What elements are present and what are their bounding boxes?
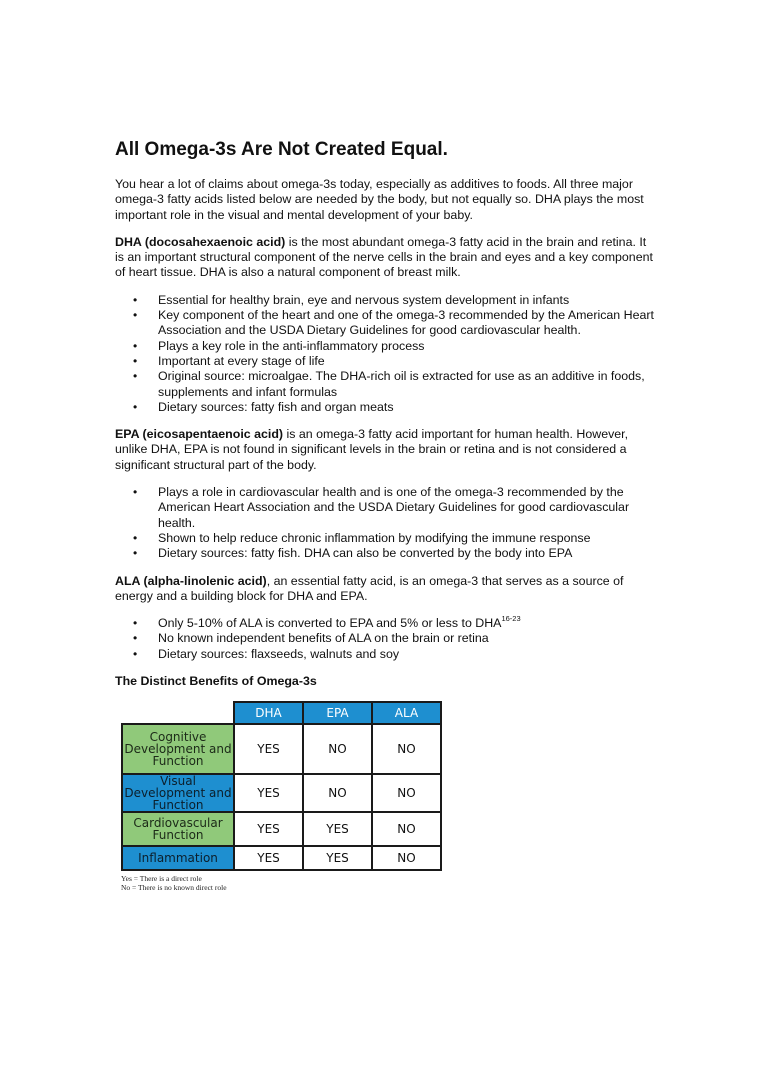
dha-paragraph (115, 235, 655, 281)
dha-description: is the most abundant omega-3 fatty acid in the brain and retina. It is an important structural component of the nerve cells in the brain and eyes and a key component of heart tissue. DHA is also a natural component of breast milk. (115, 234, 653, 280)
table-cell: NO (372, 774, 441, 812)
table-cell: NO (303, 774, 372, 812)
table-legend (121, 875, 655, 892)
page-title: All Omega-3s Are Not Created Equal. (115, 139, 448, 160)
benefits-heading: The Distinct Benefits of Omega-3s (115, 674, 317, 689)
list-item: • Important at every stage of life (115, 354, 655, 369)
row-label: Visual Development and Function (122, 774, 234, 812)
row-label: Cognitive Development and Function (122, 724, 234, 774)
benefits-table-figure (121, 701, 655, 892)
list-item: • Dietary sources: fatty fish and organ meats (115, 400, 655, 415)
table-cell: YES (234, 774, 303, 812)
table-row (122, 812, 441, 846)
table-cell: YES (234, 846, 303, 870)
table-cell: YES (303, 846, 372, 870)
column-header: ALA (372, 702, 441, 724)
list-item-text: Only 5-10% of ALA is converted to EPA and 5% or less to DHA (158, 616, 502, 631)
ala-bullet-list (115, 616, 655, 662)
legend-no: No = There is no known direct role (121, 882, 227, 892)
list-item: • Shown to help reduce chronic inflammation by modifying the immune response (115, 531, 655, 546)
ala-term: ALA (alpha-linolenic acid) (115, 573, 267, 588)
dha-bullet-list (115, 293, 655, 415)
table-cell: YES (303, 812, 372, 846)
table-cell: NO (303, 724, 372, 774)
intro-paragraph: You hear a lot of claims about omega-3s today, especially as additives to foods. All three major omega-3 fatty acids listed below are needed by the body, but not equally so. DHA plays the most important role in the visual and mental development of your baby. (115, 177, 644, 222)
list-item: • Essential for healthy brain, eye and nervous system development in infants (115, 293, 655, 308)
ala-paragraph (115, 574, 655, 605)
list-item (115, 616, 655, 631)
benefits-table (121, 701, 442, 871)
table-corner (122, 702, 234, 724)
epa-paragraph (115, 427, 655, 473)
dha-term: DHA (docosahexaenoic acid) (115, 234, 286, 249)
document-page (115, 139, 655, 892)
table-row (122, 774, 441, 812)
row-label: Cardiovascular Function (122, 812, 234, 846)
table-row (122, 724, 441, 774)
ala-description: , an essential fatty acid, is an omega-3 that serves as a source of energy and a building block for DHA and EPA. (115, 573, 624, 603)
list-item: • Dietary sources: flaxseeds, walnuts and soy (115, 647, 655, 662)
list-item: • Plays a key role in the anti-inflammatory process (115, 339, 655, 354)
table-header-row (122, 702, 441, 724)
table-cell: YES (234, 812, 303, 846)
table-cell: NO (372, 812, 441, 846)
epa-term: EPA (eicosapentaenoic acid) (115, 427, 284, 442)
table-cell: YES (234, 724, 303, 774)
list-item: • Key component of the heart and one of the omega-3 recommended by the American Heart Association and the USDA Dietary Guidelines for good cardiovascular health. (115, 308, 655, 339)
table-cell: NO (372, 846, 441, 870)
list-item: • No known independent benefits of ALA on the brain or retina (115, 631, 655, 646)
citation-superscript: 16-23 (501, 614, 521, 624)
column-header: EPA (303, 702, 372, 724)
row-label: Inflammation (122, 846, 234, 870)
list-item: • Original source: microalgae. The DHA-rich oil is extracted for use as an additive in foods, supplements and infant formulas (115, 369, 655, 400)
table-row (122, 846, 441, 870)
epa-description: is an omega-3 fatty acid important for human health. However, unlike DHA, EPA is not found in significant levels in the brain or retina and is not considered a significant structural part of the body. (115, 427, 629, 472)
legend-yes: Yes = There is a direct role (121, 874, 202, 884)
table-cell: NO (372, 724, 441, 774)
epa-bullet-list (115, 485, 655, 561)
list-item: • Plays a role in cardiovascular health and is one of the omega-3 recommended by the American Heart Association and the USDA Dietary Guidelines for good cardiovascular health. (115, 485, 655, 531)
list-item: • Dietary sources: fatty fish. DHA can also be converted by the body into EPA (115, 546, 655, 561)
column-header: DHA (234, 702, 303, 724)
